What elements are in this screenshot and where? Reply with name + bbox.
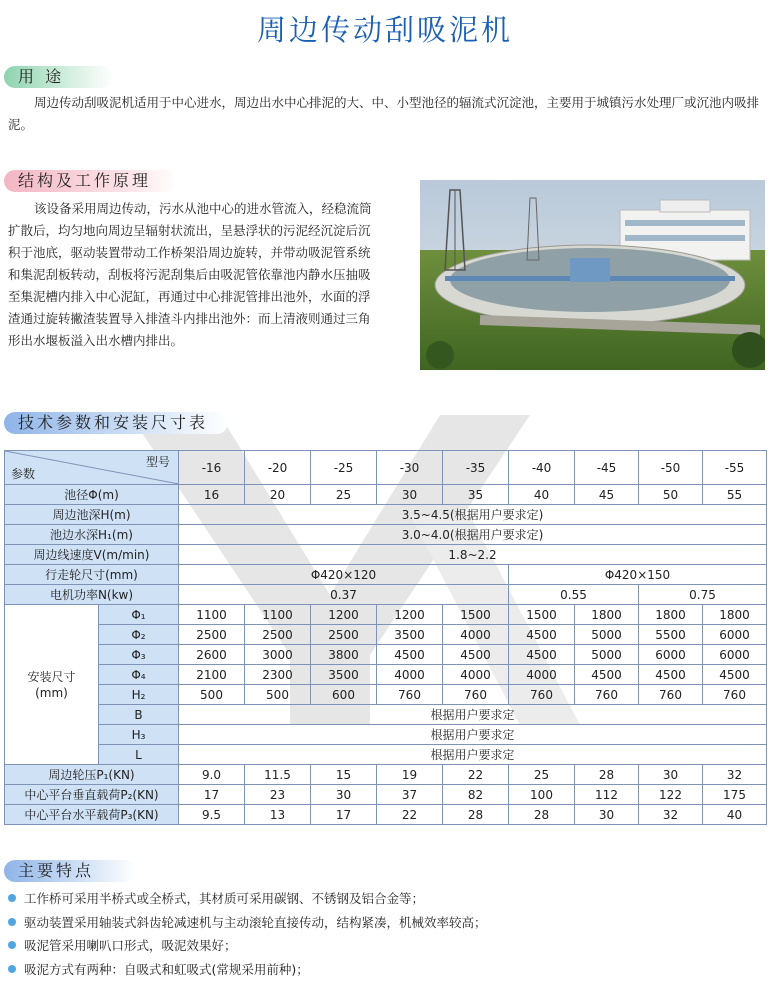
table-cell: 1200 — [311, 605, 377, 625]
table-cell: 9.5 — [179, 805, 245, 825]
section-heading-usage: 用 途 — [4, 66, 113, 88]
table-cell: 4500 — [509, 625, 575, 645]
model-cell: -25 — [311, 451, 377, 485]
table-cell: 0.75 — [639, 585, 767, 605]
table-cell: 6000 — [703, 625, 767, 645]
table-cell: 30 — [377, 485, 443, 505]
table-cell: 1800 — [639, 605, 703, 625]
feature-text: 吸泥方式有两种：自吸式和虹吸式(常规采用前种)； — [24, 961, 309, 977]
row-label: 池径Φ(m) — [5, 485, 179, 505]
install-label: 安装尺寸 (mm) — [5, 605, 99, 765]
usage-text: 周边传动刮吸泥机适用于中心进水，周边出水中心排泥的大、中、小型池径的辐流式沉淀池，主要用于城镇污水处理厂或沉池内吸排泥。 — [8, 95, 760, 132]
table-cell: 4500 — [377, 645, 443, 665]
row-label: 周边池深H(m) — [5, 505, 179, 525]
table-cell: 22 — [443, 765, 509, 785]
sub-label: B — [99, 705, 179, 725]
spec-row-p1 — [5, 765, 767, 785]
list-item — [8, 958, 487, 982]
table-cell: 11.5 — [245, 765, 311, 785]
structure-text: 该设备采用周边传动，污水从池中心的进水管流入，经稳流筒扩散后，均匀地向周边呈辐射状流出，呈悬浮状的污泥经沉淀后沉积于池底，驱动装置带动工作桥架沿周边旋转，并带动吸泥管系统和集泥刮板转动，刮板将污泥刮集后由吸泥管依靠池内静水压抽吸至集泥槽内排入中心泥缸，再通过中心排泥管排出池外，水面的浮渣通过旋转撇渣装置导入排渣斗内排出池外：而上清液则通过三角形出水堰板溢入出水槽内排出。 — [8, 201, 372, 348]
table-cell: 760 — [377, 685, 443, 705]
table-cell: Φ420×120 — [179, 565, 509, 585]
table-cell: Φ420×150 — [509, 565, 767, 585]
corner-cell — [5, 451, 179, 485]
sub-label: Φ₄ — [99, 665, 179, 685]
table-cell: 15 — [311, 765, 377, 785]
list-item — [8, 934, 487, 958]
spec-row-p3 — [5, 805, 767, 825]
table-cell: 4000 — [509, 665, 575, 685]
model-cell: -55 — [703, 451, 767, 485]
row-label: 电机功率N(kw) — [5, 585, 179, 605]
feature-text: 工作桥可采用半桥式或全桥式，其材质可采用碳钢、不锈钢及铝合金等； — [24, 891, 425, 906]
table-cell: 根据用户要求定 — [179, 725, 767, 745]
table-cell: 32 — [703, 765, 767, 785]
table-cell: 30 — [311, 785, 377, 805]
table-cell: 40 — [509, 485, 575, 505]
model-cell: -35 — [443, 451, 509, 485]
table-cell: 4000 — [377, 665, 443, 685]
table-cell: 500 — [245, 685, 311, 705]
table-cell: 760 — [443, 685, 509, 705]
model-cell: -20 — [245, 451, 311, 485]
spec-row-install-phi3 — [5, 645, 767, 665]
table-cell: 760 — [639, 685, 703, 705]
table-cell: 13 — [245, 805, 311, 825]
table-cell: 22 — [377, 805, 443, 825]
list-item — [8, 887, 487, 911]
table-cell: 4500 — [443, 645, 509, 665]
sub-label: Φ₂ — [99, 625, 179, 645]
table-cell: 3500 — [311, 665, 377, 685]
row-label: 中心平台垂直载荷P₂(KN) — [5, 785, 179, 805]
table-cell: 1500 — [509, 605, 575, 625]
table-cell: 30 — [575, 805, 639, 825]
table-cell: 122 — [639, 785, 703, 805]
table-cell: 5500 — [639, 625, 703, 645]
table-cell: 1100 — [179, 605, 245, 625]
spec-row-p2 — [5, 785, 767, 805]
section-heading-structure: 结构及工作原理 — [4, 170, 178, 192]
spec-row-depth-h — [5, 505, 767, 525]
table-cell: 3500 — [377, 625, 443, 645]
table-cell: 0.37 — [179, 585, 509, 605]
table-cell: 3.5~4.5(根据用户要求定) — [179, 505, 767, 525]
model-cell: -45 — [575, 451, 639, 485]
table-cell: 9.0 — [179, 765, 245, 785]
sub-label: L — [99, 745, 179, 765]
table-cell: 5000 — [575, 625, 639, 645]
model-cell: -50 — [639, 451, 703, 485]
spec-row-install-b — [5, 705, 767, 725]
table-cell: 100 — [509, 785, 575, 805]
corner-param-label: 参数 — [11, 467, 36, 481]
table-cell: 根据用户要求定 — [179, 705, 767, 725]
feature-text: 驱动装置采用轴装式斜齿轮减速机与主动滚轮直接传动，结构紧凑，机械效率较高； — [24, 914, 487, 930]
table-cell: 32 — [639, 805, 703, 825]
model-cell: -16 — [179, 451, 245, 485]
spec-row-speed — [5, 545, 767, 565]
table-cell: 500 — [179, 685, 245, 705]
table-cell: 760 — [703, 685, 767, 705]
table-cell: 2500 — [245, 625, 311, 645]
spec-row-install-h2 — [5, 685, 767, 705]
table-cell: 4500 — [509, 645, 575, 665]
row-label: 周边轮压P₁(KN) — [5, 765, 179, 785]
table-cell: 600 — [311, 685, 377, 705]
sub-label: Φ₃ — [99, 645, 179, 665]
model-cell: -30 — [377, 451, 443, 485]
table-cell: 1.8~2.2 — [179, 545, 767, 565]
table-cell: 55 — [703, 485, 767, 505]
table-cell: 760 — [509, 685, 575, 705]
table-cell: 30 — [639, 765, 703, 785]
sub-label: H₂ — [99, 685, 179, 705]
table-cell: 6000 — [703, 645, 767, 665]
table-cell: 40 — [703, 805, 767, 825]
table-cell: 28 — [575, 765, 639, 785]
sub-label: H₃ — [99, 725, 179, 745]
table-cell: 175 — [703, 785, 767, 805]
bullet-icon — [8, 941, 16, 949]
clarifier-photo — [420, 180, 765, 370]
sub-label: Φ₁ — [99, 605, 179, 625]
table-cell: 根据用户要求定 — [179, 745, 767, 765]
table-cell: 28 — [443, 805, 509, 825]
feature-text: 吸泥管采用喇叭口形式，吸泥效果好； — [24, 938, 237, 953]
table-cell: 1500 — [443, 605, 509, 625]
table-cell: 3.0~4.0(根据用户要求定) — [179, 525, 767, 545]
table-cell: 17 — [179, 785, 245, 805]
spec-row-install-h3 — [5, 725, 767, 745]
table-cell: 25 — [311, 485, 377, 505]
table-cell: 2500 — [311, 625, 377, 645]
table-cell: 0.55 — [509, 585, 639, 605]
spec-row-install-phi2 — [5, 625, 767, 645]
corner-model-label: 型号 — [145, 455, 170, 469]
table-cell: 1100 — [245, 605, 311, 625]
table-cell: 3000 — [245, 645, 311, 665]
table-cell: 2500 — [179, 625, 245, 645]
table-cell: 2600 — [179, 645, 245, 665]
table-cell: 23 — [245, 785, 311, 805]
section-heading-features: 主要特点 — [4, 860, 136, 882]
table-cell: 45 — [575, 485, 639, 505]
feature-list — [8, 887, 487, 981]
spec-row-wheel — [5, 565, 767, 585]
table-cell: 1800 — [703, 605, 767, 625]
table-cell: 112 — [575, 785, 639, 805]
table-cell: 25 — [509, 765, 575, 785]
table-cell: 4500 — [639, 665, 703, 685]
spec-row-install-l — [5, 745, 767, 765]
table-cell: 4500 — [575, 665, 639, 685]
spec-row-install-phi1 — [5, 605, 767, 625]
table-cell: 2300 — [245, 665, 311, 685]
table-cell: 35 — [443, 485, 509, 505]
table-cell: 1200 — [377, 605, 443, 625]
table-cell: 2100 — [179, 665, 245, 685]
section-heading-specs: 技术参数和安装尺寸表 — [4, 412, 228, 434]
table-cell: 16 — [179, 485, 245, 505]
table-cell: 5000 — [575, 645, 639, 665]
bullet-icon — [8, 965, 16, 973]
spec-table — [4, 450, 767, 825]
spec-row-depth-h1 — [5, 525, 767, 545]
table-cell: 50 — [639, 485, 703, 505]
table-cell: 760 — [575, 685, 639, 705]
list-item — [8, 911, 487, 935]
table-cell: 37 — [377, 785, 443, 805]
spec-row-power — [5, 585, 767, 605]
table-cell: 4000 — [443, 665, 509, 685]
spec-row-diameter — [5, 485, 767, 505]
row-label: 行走轮尺寸(mm) — [5, 565, 179, 585]
spec-header-row — [5, 451, 767, 485]
table-cell: 20 — [245, 485, 311, 505]
table-cell: 82 — [443, 785, 509, 805]
row-label: 周边线速度V(m/min) — [5, 545, 179, 565]
table-cell: 6000 — [639, 645, 703, 665]
row-label: 中心平台水平载荷P₃(KN) — [5, 805, 179, 825]
page-title: 周边传动刮吸泥机 — [256, 13, 513, 47]
bullet-icon — [8, 894, 16, 902]
table-cell: 19 — [377, 765, 443, 785]
row-label: 池边水深H₁(m) — [5, 525, 179, 545]
table-cell: 28 — [509, 805, 575, 825]
table-cell: 4500 — [703, 665, 767, 685]
bullet-icon — [8, 918, 16, 926]
table-cell: 17 — [311, 805, 377, 825]
table-cell: 3800 — [311, 645, 377, 665]
table-cell: 1800 — [575, 605, 639, 625]
model-cell: -40 — [509, 451, 575, 485]
spec-row-install-phi4 — [5, 665, 767, 685]
table-cell: 4000 — [443, 625, 509, 645]
